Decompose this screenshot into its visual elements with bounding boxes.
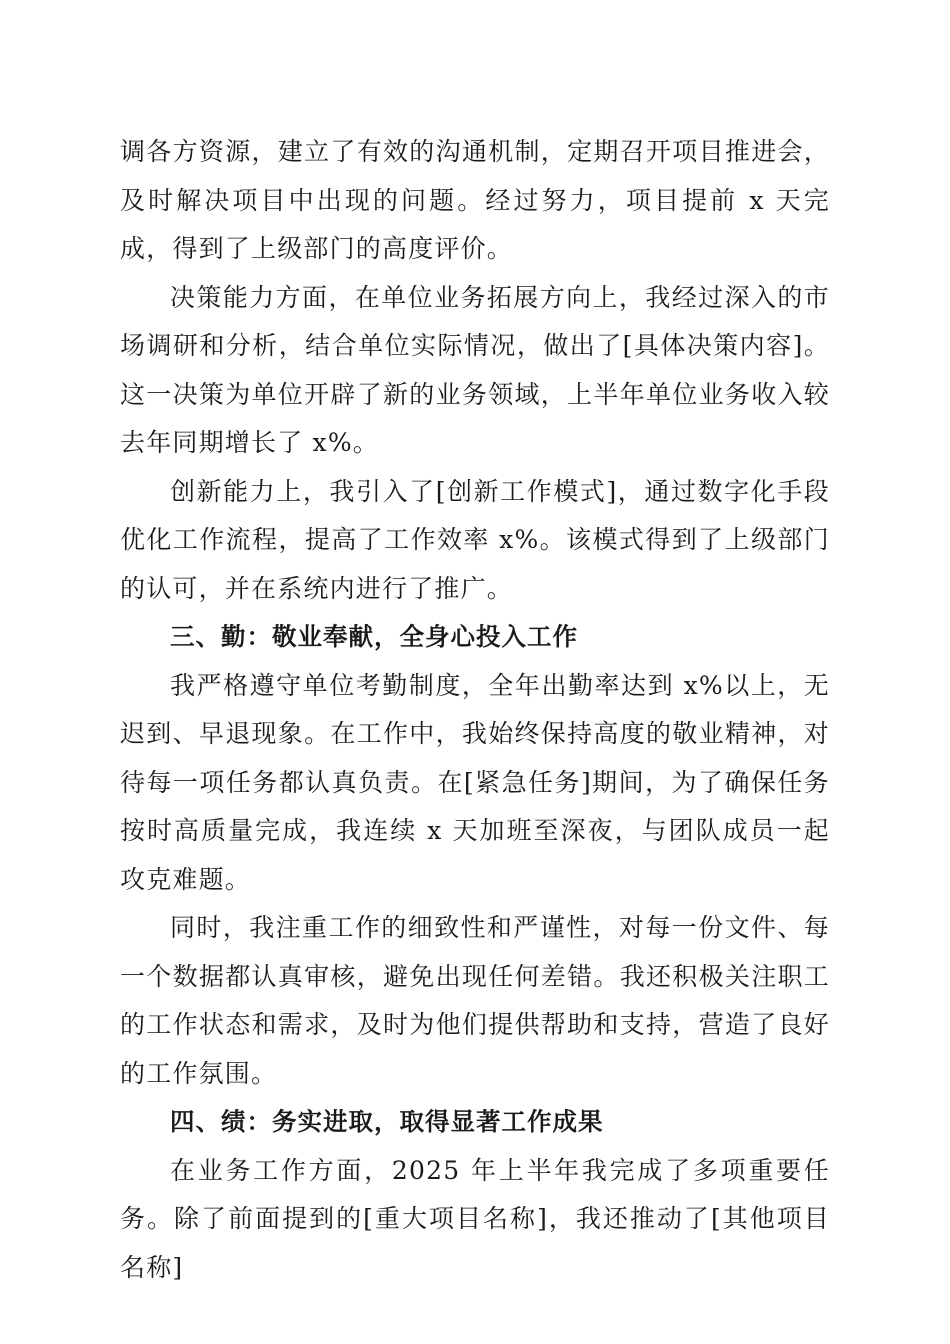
section-heading-achievements: 四、绩：务实进取，取得显著工作成果: [170, 1107, 604, 1136]
paragraph-innovation-ability: 创新能力上，我引入了[创新工作模式]，通过数字化手段优化工作流程，提高了工作效率 x%。该模式得到了上级部门的认可，并在系统内进行了推广。: [120, 476, 830, 603]
document-body: [120, 128, 830, 1292]
paragraph-business-work: 在业务工作方面，2025 年上半年我完成了多项重要任务。除了前面提到的[重大项目名称]，我还推动了[其他项目名称]: [120, 1155, 830, 1282]
paragraph-decision-ability: 决策能力方面，在单位业务拓展方向上，我经过深入的市场调研和分析，结合单位实际情况，做出了[具体决策内容]。这一决策为单位开辟了新的业务领域，上半年单位业务收入较去年同期增长了 x%。: [120, 282, 830, 457]
paragraph-attendance: 我严格遵守单位考勤制度，全年出勤率达到 x%以上，无迟到、早退现象。在工作中，我始终保持高度的敬业精神，对待每一项任务都认真负责。在[紧急任务]期间，为了确保任务按时高质量完成，我连续 x 天加班至深夜，与团队成员一起攻克难题。: [120, 670, 830, 894]
section-heading-diligence: 三、勤：敬业奉献，全身心投入工作: [170, 622, 578, 651]
paragraph-coordination-continued: 调各方资源，建立了有效的沟通机制，定期召开项目推进会，及时解决项目中出现的问题。经过努力，项目提前 x 天完成，得到了上级部门的高度评价。: [120, 137, 830, 263]
paragraph-meticulousness: 同时，我注重工作的细致性和严谨性，对每一份文件、每一个数据都认真审核，避免出现任何差错。我还积极关注职工的工作状态和需求，及时为他们提供帮助和支持，营造了良好的工作氛围。: [120, 913, 830, 1088]
